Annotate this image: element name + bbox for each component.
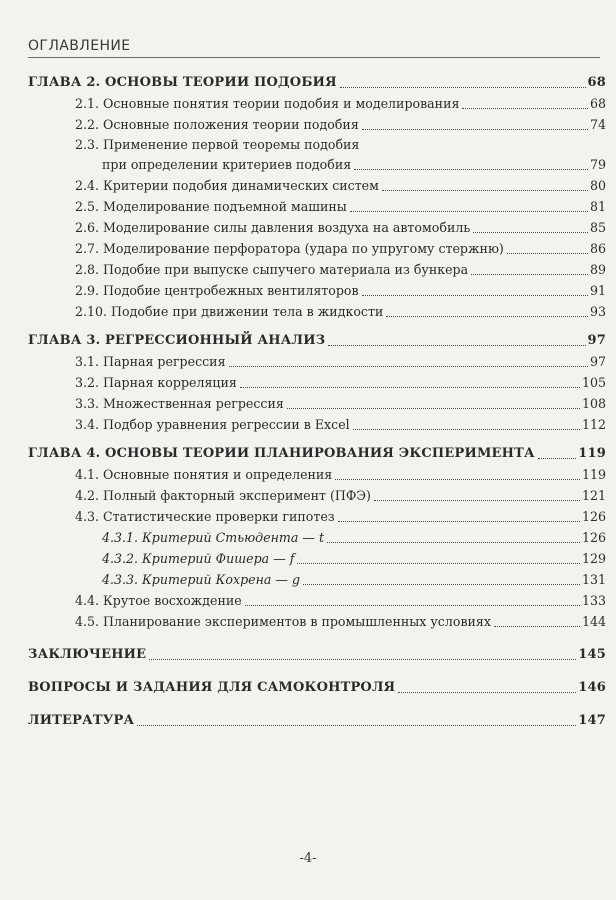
toc-page-number: 133 bbox=[581, 593, 606, 608]
toc-page-number: 74 bbox=[589, 117, 606, 132]
dot-leader bbox=[149, 659, 576, 660]
toc-section-2-9[interactable] bbox=[28, 280, 606, 301]
toc-entry-title: 2.2. Основные положения теории подобия bbox=[75, 117, 359, 132]
dot-leader bbox=[303, 584, 580, 585]
toc-conclusion[interactable] bbox=[28, 644, 606, 665]
toc-questions[interactable] bbox=[28, 677, 606, 698]
toc-entry-title: 2.7. Моделирование перфоратора (удара по упругому стержню) bbox=[75, 241, 504, 256]
toc-section-2-4[interactable] bbox=[28, 175, 606, 196]
toc-page-number: 126 bbox=[581, 509, 606, 524]
toc-entry-title: 3.1. Парная регрессия bbox=[75, 354, 226, 369]
toc-entry-title: ВОПРОСЫ И ЗАДАНИЯ ДЛЯ САМОКОНТРОЛЯ bbox=[28, 680, 396, 695]
toc-section-2-1[interactable] bbox=[28, 93, 606, 114]
toc-section-3-1[interactable] bbox=[28, 351, 606, 372]
toc-subsection-4-3-3[interactable] bbox=[28, 569, 606, 590]
toc-section-4-2[interactable] bbox=[28, 485, 606, 506]
dot-leader bbox=[327, 542, 580, 543]
toc-entry-title: 4.4. Крутое восхождение bbox=[75, 593, 242, 608]
toc-page-number: 68 bbox=[587, 75, 606, 90]
toc-entry-title: 3.2. Парная корреляция bbox=[75, 375, 237, 390]
dot-leader bbox=[362, 129, 588, 130]
dot-leader bbox=[240, 387, 580, 388]
dot-leader bbox=[462, 108, 588, 109]
toc-entry-title: 4.3.2. Критерий Фишера — f bbox=[102, 551, 295, 566]
toc-section-4-3[interactable] bbox=[28, 506, 606, 527]
toc-page-number: 97 bbox=[587, 333, 606, 348]
dot-leader bbox=[382, 190, 588, 191]
toc-entry-title: 4.1. Основные понятия и определения bbox=[75, 467, 333, 482]
dot-leader bbox=[287, 408, 580, 409]
toc-entry-title: 4.5. Планирование экспериментов в промышленных условиях bbox=[75, 614, 491, 629]
toc-entry-title: 3.4. Подбор уравнения регрессии в Excel bbox=[75, 417, 350, 432]
toc-entry-title: 2.10. Подобие при движении тела в жидкости bbox=[75, 304, 384, 319]
toc-entry-title: ГЛАВА 3. РЕГРЕССИОННЫЙ АНАЛИЗ bbox=[28, 333, 326, 348]
toc-entry-title: ЛИТЕРАТУРА bbox=[28, 713, 135, 728]
dot-leader bbox=[386, 316, 588, 317]
toc-section-4-4[interactable] bbox=[28, 590, 606, 611]
toc-section-4-1[interactable] bbox=[28, 464, 606, 485]
dot-leader bbox=[229, 366, 588, 367]
toc-entry-title: ЗАКЛЮЧЕНИЕ bbox=[28, 647, 147, 662]
toc-page-number: 108 bbox=[581, 396, 606, 411]
dot-leader bbox=[137, 725, 576, 726]
page-number: -4- bbox=[299, 851, 317, 866]
toc-entry-title: 2.3. Применение первой теоремы подобия bbox=[75, 137, 360, 152]
dot-leader bbox=[362, 295, 588, 296]
toc-section-2-3-line2[interactable] bbox=[28, 154, 606, 175]
dot-leader bbox=[473, 232, 588, 233]
toc-page-number: 119 bbox=[581, 467, 606, 482]
toc-page-number: 121 bbox=[581, 488, 606, 503]
toc-literature[interactable] bbox=[28, 710, 606, 731]
table-of-contents bbox=[28, 72, 606, 731]
running-header: ОГЛАВЛЕНИЕ bbox=[28, 38, 600, 58]
toc-entry-title: 4.3. Статистические проверки гипотез bbox=[75, 509, 335, 524]
toc-entry-title: 4.3.1. Критерий Стьюдента — t bbox=[102, 530, 325, 545]
toc-entry-title: 2.5. Моделирование подъемной машины bbox=[75, 199, 347, 214]
toc-section-4-5[interactable] bbox=[28, 611, 606, 632]
toc-page-number: 112 bbox=[581, 417, 606, 432]
toc-chapter-2[interactable] bbox=[28, 72, 606, 93]
toc-page-number: 126 bbox=[581, 530, 606, 545]
dot-leader bbox=[338, 521, 580, 522]
toc-page-number: 68 bbox=[589, 96, 606, 111]
toc-section-2-10[interactable] bbox=[28, 301, 606, 322]
toc-page-number: 144 bbox=[581, 614, 606, 629]
toc-page-number: 89 bbox=[589, 262, 606, 277]
toc-section-2-2[interactable] bbox=[28, 114, 606, 135]
toc-entry-title: при определении критериев подобия bbox=[102, 157, 352, 172]
toc-page-number: 145 bbox=[578, 647, 606, 662]
toc-section-2-7[interactable] bbox=[28, 238, 606, 259]
toc-page-number: 79 bbox=[589, 157, 606, 172]
toc-page-number: 119 bbox=[578, 446, 606, 461]
toc-subsection-4-3-1[interactable] bbox=[28, 527, 606, 548]
toc-page-number: 129 bbox=[581, 551, 606, 566]
toc-page-number: 97 bbox=[589, 354, 606, 369]
toc-entry-title: 2.8. Подобие при выпуске сыпучего материала из бункера bbox=[75, 262, 469, 277]
toc-page-number: 146 bbox=[578, 680, 606, 695]
dot-leader bbox=[353, 429, 580, 430]
toc-page-number: 147 bbox=[578, 713, 606, 728]
toc-page-number: 85 bbox=[589, 220, 606, 235]
toc-entry-title: 4.3.3. Критерий Кохрена — g bbox=[102, 572, 301, 587]
dot-leader bbox=[350, 211, 588, 212]
toc-page-number: 80 bbox=[589, 178, 606, 193]
dot-leader bbox=[245, 605, 580, 606]
toc-chapter-4[interactable] bbox=[28, 443, 606, 464]
toc-section-2-8[interactable] bbox=[28, 259, 606, 280]
toc-subsection-4-3-2[interactable] bbox=[28, 548, 606, 569]
toc-page-number: 81 bbox=[589, 199, 606, 214]
dot-leader bbox=[335, 479, 580, 480]
toc-entry-title: 4.2. Полный факторный эксперимент (ПФЭ) bbox=[75, 488, 371, 503]
toc-page-number: 93 bbox=[589, 304, 606, 319]
toc-entry-title: 2.1. Основные понятия теории подобия и моделирования bbox=[75, 96, 460, 111]
dot-leader bbox=[354, 169, 588, 170]
toc-page-number: 105 bbox=[581, 375, 606, 390]
toc-page-number: 91 bbox=[589, 283, 606, 298]
toc-page-number: 86 bbox=[589, 241, 606, 256]
toc-section-2-6[interactable] bbox=[28, 217, 606, 238]
toc-section-2-3-line1[interactable] bbox=[28, 135, 606, 154]
dot-leader bbox=[328, 345, 585, 346]
toc-section-3-3[interactable] bbox=[28, 393, 606, 414]
dot-leader bbox=[398, 692, 576, 693]
toc-entry-title: 2.9. Подобие центробежных вентиляторов bbox=[75, 283, 359, 298]
toc-entry-title: ГЛАВА 2. ОСНОВЫ ТЕОРИИ ПОДОБИЯ bbox=[28, 75, 337, 90]
toc-section-2-5[interactable] bbox=[28, 196, 606, 217]
toc-page-number: 131 bbox=[581, 572, 606, 587]
toc-section-3-2[interactable] bbox=[28, 372, 606, 393]
toc-chapter-3[interactable] bbox=[28, 330, 606, 351]
dot-leader bbox=[538, 458, 576, 459]
toc-entry-title: ГЛАВА 4. ОСНОВЫ ТЕОРИИ ПЛАНИРОВАНИЯ ЭКСПЕРИМЕНТА bbox=[28, 446, 535, 461]
toc-entry-title: 2.4. Критерии подобия динамических систем bbox=[75, 178, 379, 193]
dot-leader bbox=[494, 626, 580, 627]
dot-leader bbox=[471, 274, 588, 275]
dot-leader bbox=[507, 253, 588, 254]
toc-section-3-4[interactable] bbox=[28, 414, 606, 435]
dot-leader bbox=[340, 87, 586, 88]
dot-leader bbox=[374, 500, 580, 501]
toc-entry-title: 2.6. Моделирование силы давления воздуха на автомобиль bbox=[75, 220, 471, 235]
toc-entry-title: 3.3. Множественная регрессия bbox=[75, 396, 284, 411]
dot-leader bbox=[297, 563, 580, 564]
